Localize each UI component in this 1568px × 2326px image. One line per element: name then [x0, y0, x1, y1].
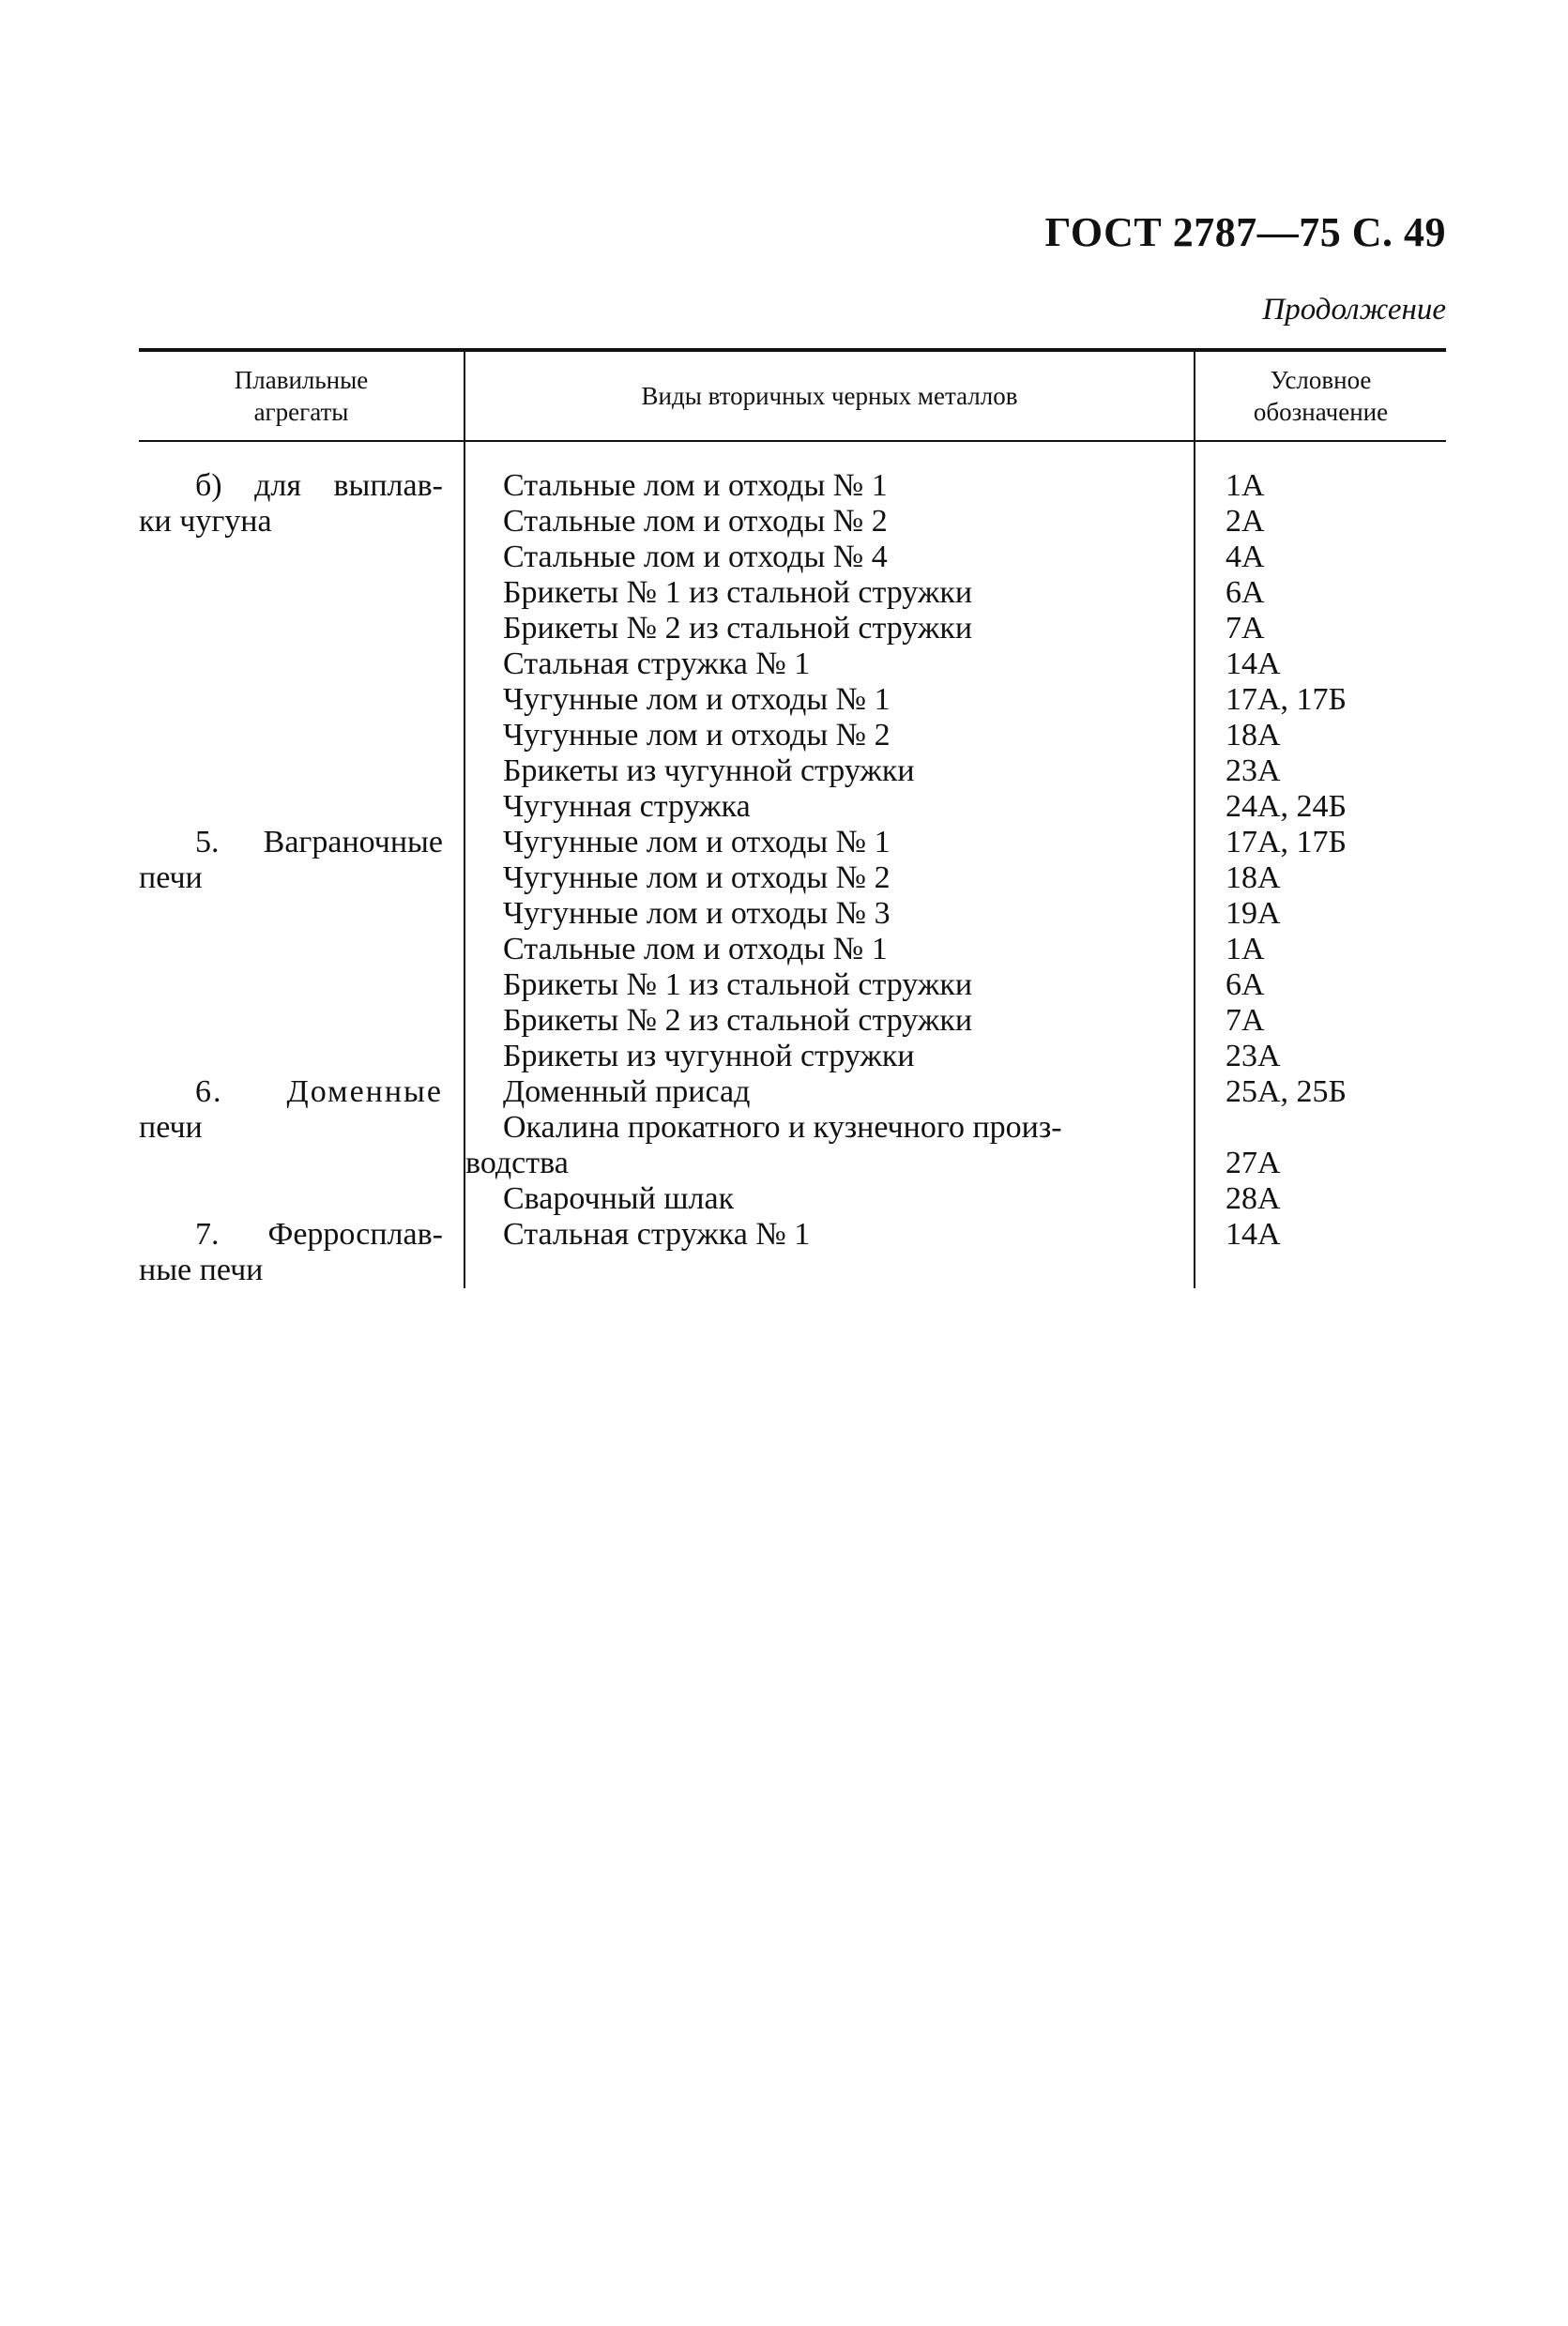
designation-code: 23А — [1225, 753, 1281, 788]
designation-code: 27А — [1225, 1146, 1281, 1180]
unit-line: печи — [139, 1110, 203, 1145]
metal-types-column — [464, 441, 1195, 1288]
designation-code: 23А — [1225, 1039, 1281, 1073]
unit-line: 6. Доменные — [195, 1074, 443, 1109]
unit-line: 7. Ферросплав- — [195, 1217, 443, 1252]
metal-item: Стальные лом и отходы № 1 — [503, 468, 888, 503]
designation-code: 25А, 25Б — [1225, 1074, 1347, 1109]
metal-item: Брикеты из чугунной стружки — [503, 753, 915, 788]
designation-code: 14А — [1225, 646, 1281, 681]
continuation-label: Продолжение — [1262, 293, 1446, 327]
metal-item: Стальная стружка № 1 — [503, 646, 811, 681]
header-melting-units-line1: Плавильные — [234, 366, 369, 394]
metal-item: Брикеты № 1 из стальной стружки — [503, 575, 973, 610]
metal-item: Брикеты № 2 из стальной стружки — [503, 611, 973, 646]
metal-item: Чугунная стружка — [503, 789, 751, 824]
metal-item: Стальные лом и отходы № 1 — [503, 932, 888, 966]
metal-item-continuation: водства — [465, 1146, 569, 1180]
designation-code: 6А — [1225, 967, 1265, 1002]
designation-column — [1195, 441, 1446, 1288]
metal-item: Доменный присад — [503, 1074, 751, 1109]
metal-item: Брикеты из чугунной стружки — [503, 1039, 915, 1073]
designation-code: 28А — [1225, 1181, 1281, 1216]
designation-code: 1А — [1225, 468, 1265, 503]
header-melting-units — [139, 350, 464, 441]
designation-code — [1225, 1110, 1445, 1146]
page-header: ГОСТ 2787—75 С. 49 — [1044, 209, 1446, 255]
metal-item: Брикеты № 1 из стальной стружки — [503, 967, 973, 1002]
unit-line: б) для выплав- — [195, 468, 443, 503]
designation-code: 6А — [1225, 575, 1265, 610]
designation-code: 2А — [1225, 504, 1265, 539]
designation-code: 17А, 17Б — [1225, 682, 1347, 717]
unit-line: ки чугуна — [139, 504, 272, 539]
designation-code: 14А — [1225, 1217, 1281, 1252]
designation-code: 17А, 17Б — [1225, 825, 1347, 859]
unit-line: 5. Ваграночные — [195, 825, 443, 859]
header-designation-line1: Условное — [1270, 366, 1372, 394]
metal-item: Сварочный шлак — [503, 1181, 735, 1216]
metal-item: Стальные лом и отходы № 4 — [503, 540, 888, 574]
designation-code: 4А — [1225, 540, 1265, 574]
metal-item: Чугунные лом и отходы № 1 — [503, 825, 891, 859]
designation-code: 18А — [1225, 860, 1281, 895]
unit-line: ные печи — [139, 1253, 264, 1287]
metal-item: Окалина прокатного и кузнечного произ- — [503, 1110, 1062, 1145]
designation-code: 1А — [1225, 932, 1265, 966]
designation-code: 18А — [1225, 718, 1281, 753]
unit-line: печи — [139, 860, 203, 895]
designation-code: 7А — [1225, 611, 1265, 646]
table-header — [139, 350, 1446, 441]
designation-code: 19А — [1225, 896, 1281, 931]
metal-item: Брикеты № 2 из стальной стружки — [503, 1003, 973, 1038]
designation-code: 7А — [1225, 1003, 1265, 1038]
metal-item: Чугунные лом и отходы № 3 — [503, 896, 891, 931]
header-designation-line2: обозначение — [1253, 398, 1389, 426]
table-body — [139, 441, 1446, 1288]
melting-units-column — [139, 441, 464, 1288]
metal-item: Стальная стружка № 1 — [503, 1217, 811, 1252]
metal-item: Чугунные лом и отходы № 1 — [503, 682, 891, 717]
header-designation — [1195, 350, 1446, 441]
header-metal-types: Виды вторичных черных металлов — [464, 350, 1195, 441]
metal-item: Стальные лом и отходы № 2 — [503, 504, 888, 539]
designation-code: 24А, 24Б — [1225, 789, 1347, 824]
metal-item: Чугунные лом и отходы № 2 — [503, 860, 891, 895]
metals-table — [139, 348, 1446, 1288]
metal-item: Чугунные лом и отходы № 2 — [503, 718, 891, 753]
header-melting-units-line2: агрегаты — [253, 398, 349, 426]
